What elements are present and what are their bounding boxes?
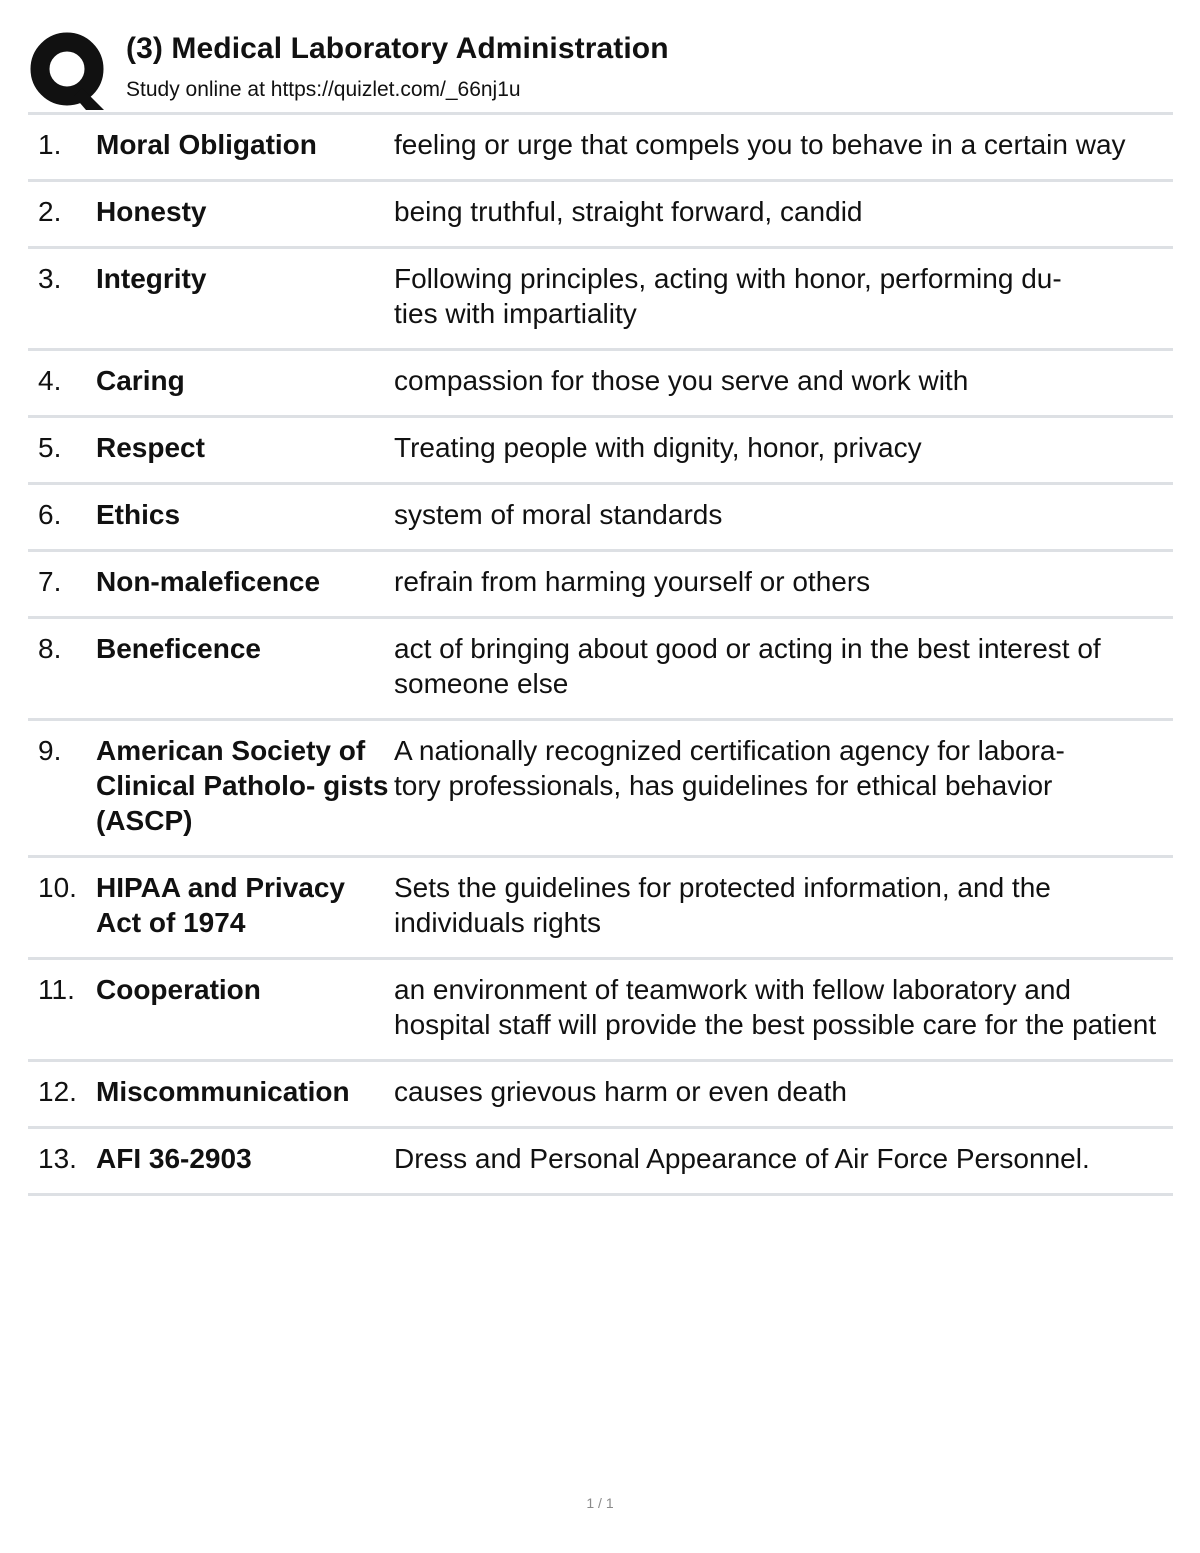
card-number: 4.	[38, 365, 62, 396]
card-number: 1.	[38, 129, 62, 160]
card-number: 11.	[38, 974, 75, 1005]
card-row	[28, 249, 1173, 351]
card-number: 6.	[38, 499, 62, 530]
page-header	[30, 30, 1172, 110]
card-definition: Dress and Personal Appearance of Air Force Personnel.	[394, 1143, 1090, 1174]
card-term: HIPAA and Privacy Act of 1974	[96, 872, 345, 938]
card-number: 7.	[38, 566, 62, 597]
card-definition: feeling or urge that compels you to behave in a certain way	[394, 129, 1126, 160]
card-term: Integrity	[96, 263, 207, 294]
page-title: (3) Medical Laboratory Administration	[126, 32, 669, 65]
card-row	[28, 960, 1173, 1062]
card-number: 10.	[38, 872, 77, 903]
card-term: Ethics	[96, 499, 181, 530]
study-online-link[interactable]: Study online at https://quizlet.com/_66nj1u	[126, 78, 521, 101]
card-row	[28, 418, 1173, 485]
card-term: Miscommunication	[96, 1076, 350, 1107]
page-number: 1 / 1	[586, 1495, 614, 1511]
card-row	[28, 721, 1173, 858]
card-term: AFI 36-2903	[96, 1143, 252, 1174]
card-row	[28, 552, 1173, 619]
card-row	[28, 1129, 1173, 1196]
card-term: American Society of Clinical Patholo- gists (ASCP)	[96, 735, 389, 836]
card-definition: refrain from harming yourself or others	[394, 566, 871, 597]
card-definition: compassion for those you serve and work with	[394, 365, 969, 396]
card-row	[28, 858, 1173, 960]
card-number: 5.	[38, 432, 62, 463]
card-row	[28, 182, 1173, 249]
card-number: 2.	[38, 196, 62, 227]
card-term: Non-maleficence	[96, 566, 321, 597]
card-definition: A nationally recognized certification agency for labora- tory professionals, has guidelines for ethical behavior	[394, 735, 1065, 801]
card-number: 12.	[38, 1076, 77, 1107]
card-definition: Treating people with dignity, honor, privacy	[394, 432, 922, 463]
card-term: Caring	[96, 365, 185, 396]
card-definition: Sets the guidelines for protected information, and the individuals rights	[394, 872, 1051, 938]
card-term: Cooperation	[96, 974, 261, 1005]
card-term: Beneficence	[96, 633, 261, 664]
card-number: 8.	[38, 633, 62, 664]
card-row	[28, 115, 1173, 182]
quizlet-logo-icon	[30, 32, 108, 110]
card-definition: Following principles, acting with honor, performing du- ties with impartiality	[394, 263, 1062, 329]
card-number: 13.	[38, 1143, 77, 1174]
card-row	[28, 485, 1173, 552]
card-definition: system of moral standards	[394, 499, 723, 530]
card-definition: an environment of teamwork with fellow laboratory and hospital staff will provide the best possible care for the patient	[394, 974, 1157, 1040]
card-row	[28, 351, 1173, 418]
flashcard-list	[28, 112, 1173, 1196]
card-row	[28, 619, 1173, 721]
card-number: 9.	[38, 735, 62, 766]
card-definition: being truthful, straight forward, candid	[394, 196, 863, 227]
card-term: Respect	[96, 432, 205, 463]
card-term: Moral Obligation	[96, 129, 317, 160]
card-term: Honesty	[96, 196, 207, 227]
card-definition: causes grievous harm or even death	[394, 1076, 847, 1107]
card-number: 3.	[38, 263, 62, 294]
card-row	[28, 1062, 1173, 1129]
card-definition: act of bringing about good or acting in the best interest of someone else	[394, 633, 1101, 699]
